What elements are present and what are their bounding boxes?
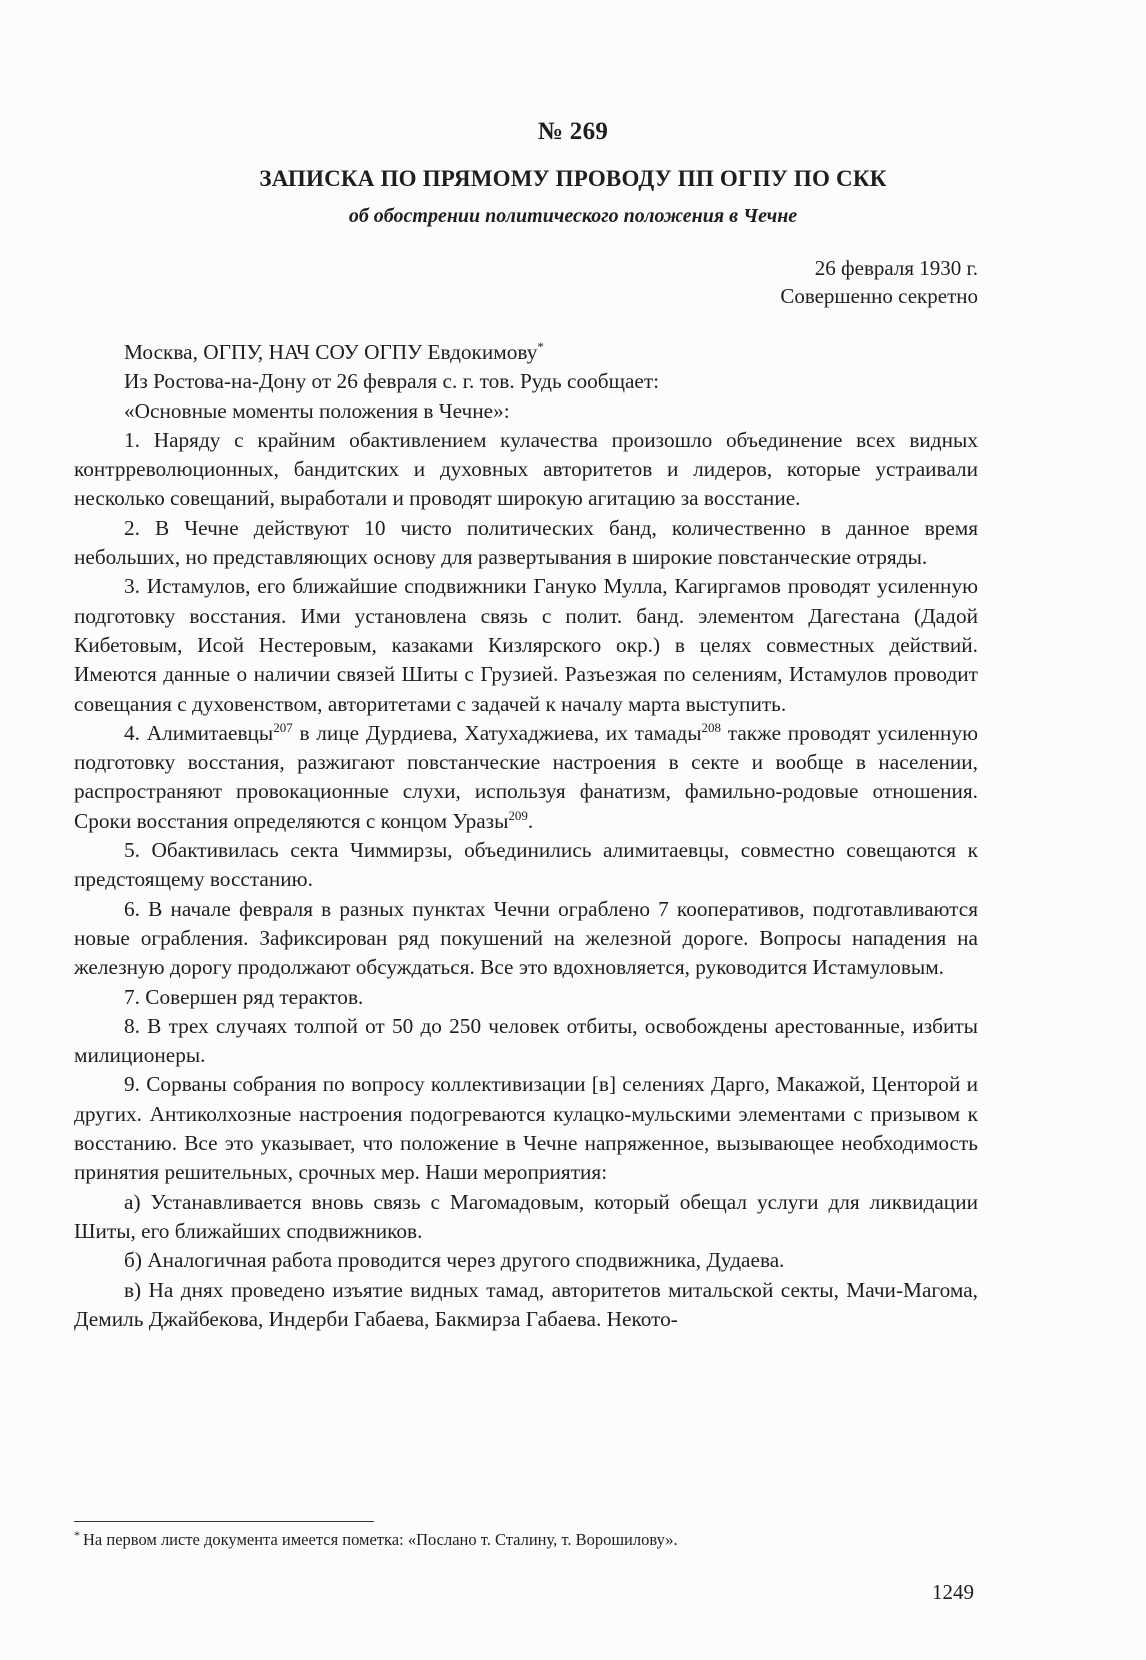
footnote-divider bbox=[74, 1521, 374, 1522]
footnote bbox=[74, 1527, 978, 1550]
paragraph-5: 5. Обактивилась секта Чиммирзы, объединились алимитаевцы, совместно совещаются к предстоящему восстанию. bbox=[74, 838, 978, 892]
intro-line: «Основные моменты положения в Чечне»: bbox=[124, 398, 510, 423]
paragraph-1: 1. Наряду с крайним обактивлением кулачества произошло объединение всех видных контрреволюционных, бандитских и духовных авторитетов и лидеров, которые устраивали несколько совещаний, выработали и проводят широкую агитацию за восстание. bbox=[74, 427, 978, 511]
document-subtitle: об обострении политического положения в Чечне bbox=[348, 205, 798, 227]
paragraph-4 bbox=[74, 719, 978, 836]
paragraph-3: 3. Истамулов, его ближайшие сподвижники Гануко Мулла, Кагиргамов проводят усиленную подготовку восстания. Ими установлена связь с полит. банд. элементом Дагестана (Дадой Кибетовым, Исой Нестеровым, казаками Кизлярского окр.) в целях совместных действий. Имеются данные о наличии связей Шиты с Грузией. Разъезжая по селениям, Истамулов проводит совещания с духовенством, авторитетами с задачей к началу марта выступить. bbox=[74, 574, 978, 716]
from-line: Из Ростова-на-Дону от 26 февраля с. г. тов. Рудь сообщает: bbox=[124, 369, 660, 394]
paragraph-4-part-d: . bbox=[527, 808, 534, 833]
addressee-footnote-mark: * bbox=[537, 338, 544, 354]
page-number: 1249 bbox=[932, 1580, 974, 1604]
paragraph-4-part-a: 4. Алимитаевцы bbox=[124, 720, 274, 745]
footnote-text: На первом листе документа имеется пометка: «Послано т. Сталину, т. Ворошилову». bbox=[83, 1530, 678, 1549]
document-title: ЗАПИСКА ПО ПРЯМОМУ ПРОВОДУ ПП ОГПУ ПО СКК bbox=[259, 166, 887, 191]
classification-label: Совершенно секретно bbox=[780, 284, 978, 308]
measure-a: а) Устанавливается вновь связь с Магомадовым, который обещал услуги для ликвидации Шиты, его ближайших сподвижников. bbox=[74, 1189, 978, 1243]
measure-c: в) На днях проведено изъятие видных тамад, авторитетов митальской секты, Мачи-Магома, Демиль Джайбекова, Индерби Габаева, Бакмирза Габаева. Некото- bbox=[74, 1277, 978, 1331]
paragraph-4-part-c: также проводят усиленную подготовку восстания, разжигают повстанческие настроения в секте и вообще в населении, распространяют провокационные слухи, используя фанатизм, фамильно-родовые отношения. Сроки восстания определяются с концом Уразы bbox=[74, 720, 978, 833]
document-body bbox=[74, 338, 978, 1334]
paragraph-4-part-b: в лице Дурдиева, Хатухаджиева, их тамады bbox=[292, 720, 702, 745]
document-number: № 269 bbox=[537, 118, 609, 145]
footnote-mark: * bbox=[74, 1527, 80, 1542]
addressee-line bbox=[74, 338, 978, 367]
paragraph-9: 9. Сорваны собрания по вопросу коллективизации [в] селениях Дарго, Макажой, Центорой и других. Антиколхозные настроения подогреваются кулацко-мульскими элементами с призывом к восстанию. Все это указывает, что положение в Чечне напряженное, вызывающее необходимость принятия решительных, срочных мер. Наши мероприятия: bbox=[74, 1072, 978, 1185]
measure-b: б) Аналогичная работа проводится через другого сподвижника, Дудаева. bbox=[124, 1248, 785, 1273]
document-date: 26 февраля 1930 г. bbox=[814, 256, 978, 280]
paragraph-6: 6. В начале февраля в разных пунктах Чечни ограблено 7 кооперативов, подготавливаются новые ограбления. Зафиксирован ряд покушений на железной дороге. Вопросы нападения на железную дорогу продолжают обсуждаться. Все это вдохновляется, руководится Истамуловым. bbox=[74, 896, 978, 980]
footnote-ref-207: 207 bbox=[273, 719, 293, 735]
footnote-ref-208: 208 bbox=[701, 719, 722, 735]
paragraph-2: 2. В Чечне действуют 10 чисто политических банд, количественно в данное время небольших, но представляющих основу для развертывания в широкие повстанческие отряды. bbox=[74, 515, 978, 570]
footnote-ref-209: 209 bbox=[508, 807, 528, 823]
paragraph-8: 8. В трех случаях толпой от 50 до 250 человек отбиты, освобождены арестованные, избиты милиционеры. bbox=[74, 1013, 978, 1068]
paragraph-7: 7. Совершен ряд терактов. bbox=[124, 984, 364, 1009]
addressee-text: Москва, ОГПУ, НАЧ СОУ ОГПУ Евдокимову bbox=[124, 340, 538, 364]
